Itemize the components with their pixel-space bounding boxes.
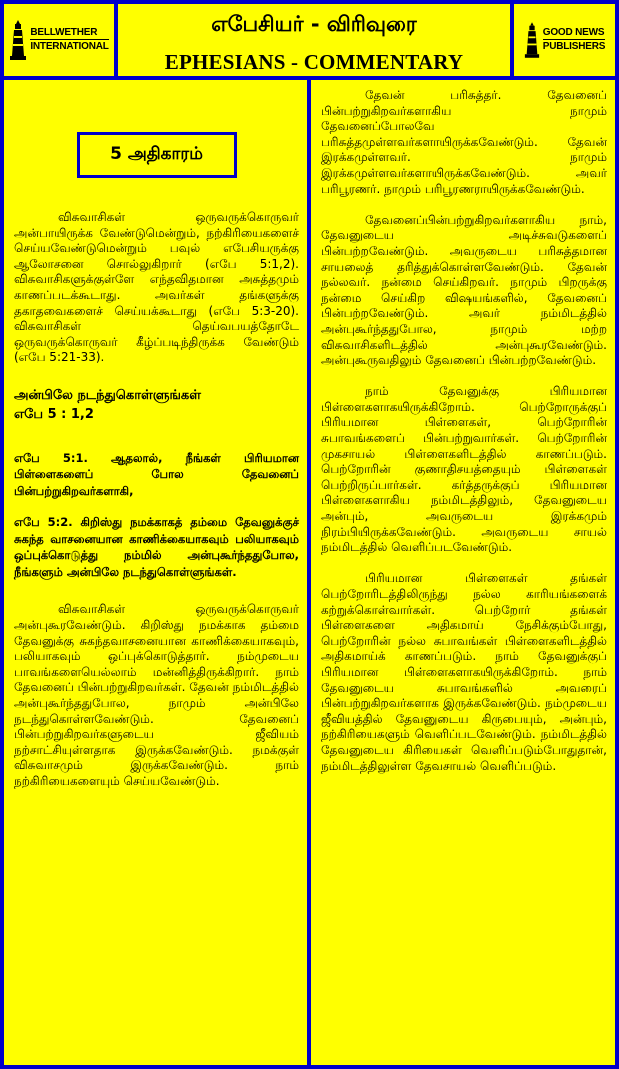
title-english: EPHESIANS - COMMENTARY (164, 50, 464, 74)
lighthouse-icon (524, 20, 540, 60)
title-box (118, 4, 510, 76)
section-heading-title: அன்பிலே நடந்துகொள்ளுங்கள் (14, 387, 201, 403)
logo-line1: GOOD NEWS (542, 27, 605, 38)
lighthouse-icon (9, 20, 27, 60)
logo-line2: INTERNATIONAL (30, 41, 109, 52)
section-heading-reference: எபே 5 : 1,2 (14, 406, 94, 422)
intro-paragraph: விசுவாசிகள் ஒருவருக்கொருவர் அன்பாயிருக்க வேண்டுமென்றும், நற்கிரியைகளைச் செய்யவேண்டுமென்றும் பவுல் எபேசியருக்கு ஆலோசனை சொல்லுகிறார் (எபே 5:1,2). விசுவாசிகளுக்குள்ளே எந்தவிதமான அசுத்தமும் காணப்படக்கூடாது. அவர்கள் தங்களுக்கு தகாதவைகளைச் செய்யக்கூடாது (எபே 5:3-20). விசுவாசிகள் தெய்வபயத்தோடே ஒருவருக்கொருவர் கீழ்ப்படிந்திருக்க வேண்டும் (எபே 5:21-33). (14, 210, 299, 365)
chapter-title: 5 அதிகாரம் (77, 132, 237, 178)
section-heading (14, 386, 299, 424)
bellwether-logo (4, 4, 114, 76)
logo-line2: PUBLISHERS (542, 41, 606, 52)
right-column (311, 80, 615, 1065)
right-paragraph: பிரியமான பிள்ளைகள் தங்கள் பெற்றோரிடத்திலிருந்து நல்ல காரியங்களைக் கற்றுக்கொள்வார்கள். பெற்றோர் தங்கள் பிள்ளைகளை அதிகமாய் நேசிக்கும்போது, பெற்றோரின் நல்ல சுபாவங்கள் பிள்ளைகளிடத்தில் அதிகமாய்க் காணப்படும். நாம் தேவனுக்குப் பிரியமான பிள்ளைகளாகயிருக்கிறோம். நாம் தேவனுடைய சுபாவங்களில் அவரைப் பின்பற்றுகிறவர்களாக இருக்கவேண்டும். நம்முடைய ஜீவியத்தில் தேவனுடைய கிருபையும், அன்பும், நற்கிரியைகளும் வெளிப்படவேண்டும். நம்மிடத்தில் தேவனுடைய கிரியைகள் வெளிப்படும்போதுதான், நம்மிடத்திலுள்ள தேவசாயல் வெளிப்படும். (321, 571, 607, 773)
good-news-logo (514, 4, 615, 76)
right-paragraph: நாம் தேவனுக்கு பிரியமான பிள்ளைகளாகயிருக்கிறோம். பெற்றோருக்குப் பிரியமான பிள்ளைகள், பெற்றோரின் சுபாவங்களைப் பின்பற்றுவார்கள். பெற்றோரின் முகசாயல் பிள்ளைகளிடத்தில் காணப்படும். பெற்றோரின் குணாதிசயத்தையும் பிள்ளைகள் பெற்றிருப்பார்கள். கர்த்தருக்குப் பிரியமான பிள்ளைகளாகிய நம்மிடத்திலும், தேவனுடைய அன்பும், அவருடைய இரக்கமும் நிரம்பியிருக்கவேண்டும். அவருடைய சாயல் நம்மிடத்தில் வெளிப்படவேண்டும். (321, 384, 607, 555)
right-paragraph: தேவன் பரிசுத்தர். தேவனைப் பின்பற்றுகிறவர்களாகிய நாமும் தேவனைப்போலவே பரிசுத்தமுள்ளவர்களாயிருக்கவேண்டும். தேவன் இரக்கமுள்ளவர். நாமும் இரக்கமுள்ளவர்களாயிருக்கவேண்டும். அவர் பரிபூரணர். நாமும் பரிபூரணராயிருக்கவேண்டும். (321, 88, 607, 196)
commentary-paragraph: விசுவாசிகள் ஒருவருக்கொருவர் அன்புகூரவேண்டும். கிறிஸ்து நமக்காக தம்மை தேவனுக்கு சுகந்தவாசனையான காணிக்கையாகவும், பலியாகவும் ஒப்புக்கொடுத்தார். நம்முடைய பாவங்களையெல்லாம் மன்னித்திருக்கிறார். நாம் தேவனைப் பின்பற்றுகிறவர்கள். தேவன் நம்மிடத்தில் அன்புகூர்ந்ததுபோல, நாமும் அன்பிலே நடந்துகொள்ளவேண்டும். தேவனைப் பின்பற்றுகிறவர்களுடைய ஜீவியம் நற்சாட்சியுள்ளதாக இருக்கவேண்டும். நமக்குள் விசுவாசமும் இருக்கவேண்டும். நாம் நற்கிரியைகளையும் செய்யவேண்டும். (14, 602, 299, 788)
logo-line1: BELLWETHER (30, 28, 108, 40)
verse-5-1: எபே 5:1. ஆதலால், நீங்கள் பிரியமான பிள்ளைகளைப் போல தேவனைப் பின்பற்றுகிறவர்களாகி, (14, 450, 299, 498)
right-paragraph: தேவனைப்பின்பற்றுகிறவர்களாகிய நாம், தேவனுடைய அடிச்சுவடுகளைப் பின்பற்றவேண்டும். அவருடைய பரிசுத்தமான சாயலைத் தரித்துக்கொள்ளவேண்டும். தேவன் நல்லவர். நன்மை செய்கிறவர். நாமும் பிறருக்கு நன்மை செய்கிற விஷயங்களில், தேவனைப் பின்பற்றவேண்டும். அவர் நம்மிடத்தில் அன்புகூர்ந்ததுபோல, நாமும் மற்ற விசுவாசிகளிடத்தில் அன்புகூரவேண்டும். அன்புகூருவதிலும் தேவனைப் பின்பற்றவேண்டும். (321, 212, 607, 368)
title-tamil: எபேசியர் - விரிவுரை (211, 12, 417, 36)
verse-5-2: எபே 5:2. கிறிஸ்து நமக்காகத் தம்மை தேவனுக்குச் சுகந்த வாசனையான காணிக்கையாகவும் பலியாகவும் ஒப்புக்கொடுத்து நம்மில் அன்புகூர்ந்ததுபோல, நீங்களும் அன்பிலே நடந்துகொள்ளுங்கள். (14, 515, 299, 579)
left-column (4, 80, 307, 1065)
